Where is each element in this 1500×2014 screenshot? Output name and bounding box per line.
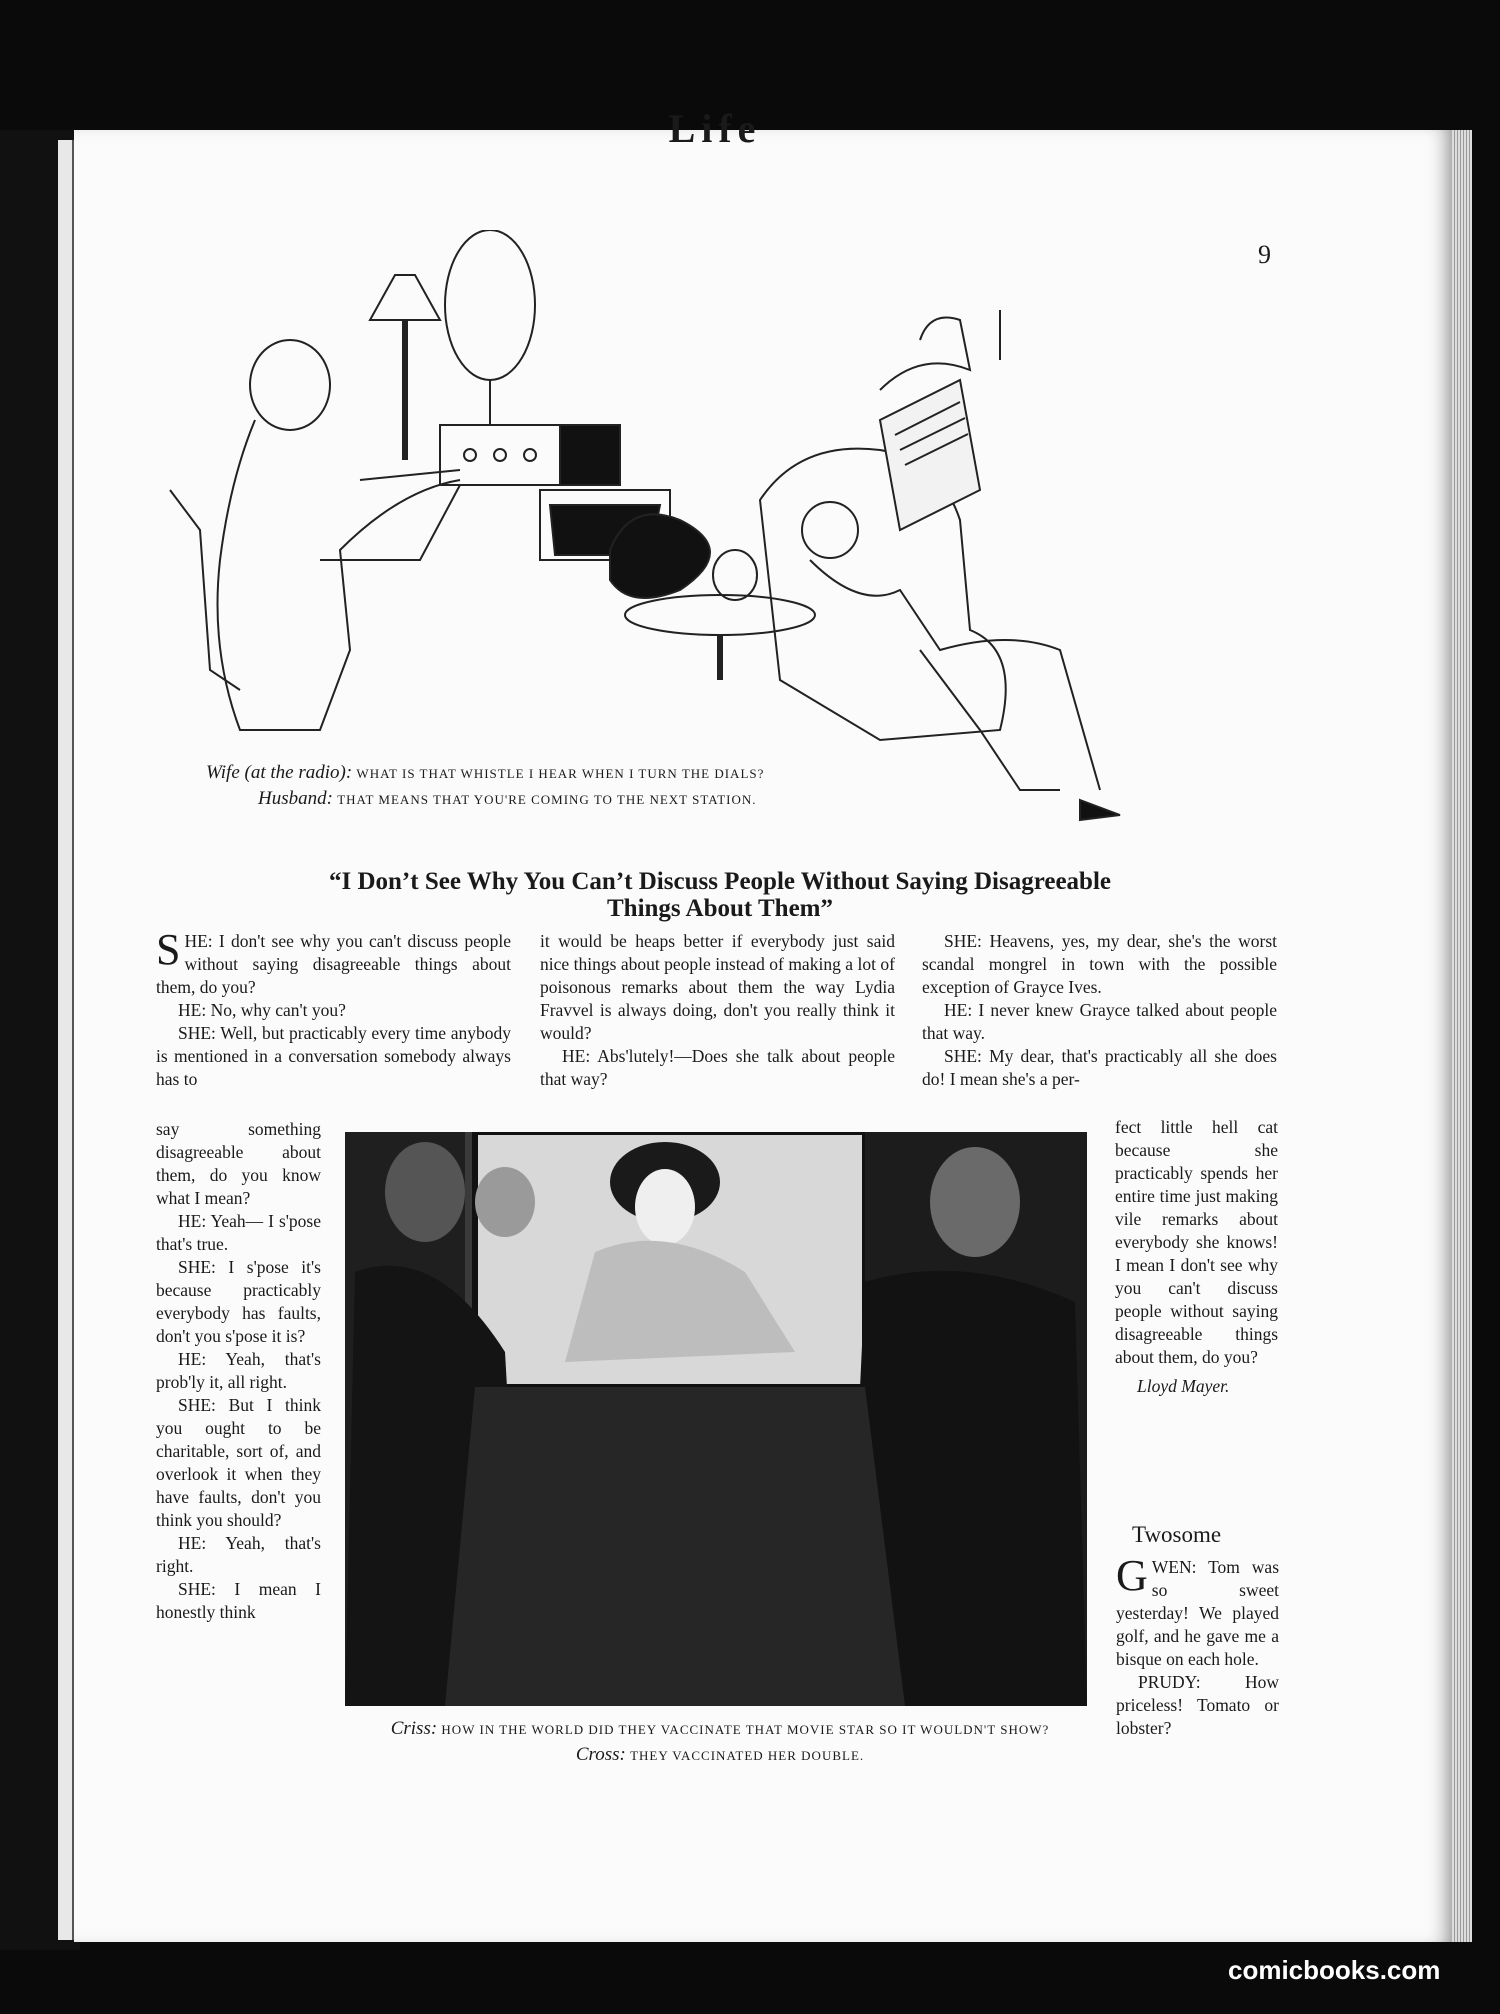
twosome-text (1116, 1551, 1279, 1740)
col1-p2: HE: No, why can't you? (178, 1000, 346, 1020)
col3-p1: HE: I never knew Grayce talked about people that way. (922, 1000, 1277, 1043)
twosome-title: Twosome (1132, 1522, 1222, 1547)
col1-narrow-p1: HE: Yeah— I s'pose that's true. (156, 1211, 321, 1254)
col1-p1: HE: I don't see why you can't discuss people without saying disagreeable things about them, do you? (156, 931, 511, 997)
middle-cartoon-caption (380, 1716, 1060, 1768)
radio-cartoon-illustration (160, 230, 1280, 850)
dropcap-s: S (156, 925, 181, 974)
top-cartoon-caption (206, 760, 1006, 812)
watermark: comicbooks.com (1228, 1955, 1441, 1985)
cross-speaker: Cross: (575, 1744, 626, 1765)
husband-line: THAT MEANS THAT YOU'RE COMING TO THE NEXT STATION. (337, 792, 757, 807)
article-col1-narrow (156, 1118, 321, 1624)
col2-p1: HE: Abs'lutely!—Does she talk about people that way? (540, 1046, 895, 1089)
dropcap-g: G (1116, 1551, 1148, 1600)
wife-speaker: Wife (at the radio): (206, 762, 353, 783)
page-stack-edge (1452, 130, 1472, 1942)
article-col2 (540, 930, 895, 1091)
page-number: 9 (1258, 240, 1271, 269)
col3-p0: SHE: Heavens, yes, my dear, she's the worst scandal mongrel in town with the possible exception of Grayce Ives. (922, 931, 1277, 997)
col1-narrow-p2: SHE: I s'pose it's because practicably everybody has faults, don't you s'pose it is? (156, 1257, 321, 1346)
criss-line: HOW IN THE WORLD DID THEY VACCINATE THAT MOVIE STAR SO IT WOULDN'T SHOW? (441, 1722, 1050, 1737)
wife-line: WHAT IS THAT WHISTLE I HEAR WHEN I TURN THE DIALS? (356, 766, 765, 781)
col2-p0: it would be heaps better if everybody just said nice things about people instead of making a lot of poisonous remarks about them the way Lydia Fravvel is always doing, don't you really think it would? (540, 931, 895, 1043)
article-headline: “I Don’t See Why You Can’t Discuss People Without Saying Disagreeable Things About Them” (328, 868, 1112, 922)
article-col3-top (922, 930, 1277, 1091)
husband-speaker: Husband: (258, 788, 333, 809)
vaccination-cartoon-illustration (345, 1132, 1087, 1706)
col1-narrow-p4: SHE: But I think you ought to be charitable, sort of, and overlook it when they have faults, don't you think you should? (156, 1395, 321, 1530)
masthead: Life (668, 106, 762, 151)
col1-narrow-p6: SHE: I mean I honestly think (156, 1579, 321, 1622)
col1-narrow-p3: HE: Yeah, that's prob'ly it, all right. (156, 1349, 321, 1392)
col1-narrow-p0: say something disagreeable about them, do you know what I mean? (156, 1119, 321, 1208)
article-col3-narrow (1115, 1116, 1278, 1398)
col1-narrow-p5: HE: Yeah, that's right. (156, 1533, 321, 1576)
article-col1-top (156, 925, 511, 1091)
train-scene-drawing (345, 1132, 1087, 1706)
criss-speaker: Criss: (390, 1718, 438, 1739)
col3-narrow-text: fect little hell cat because she practicably spends her entire time just making vile remarks about everybody she knows! I mean I don't see why you can't discuss people without saying disagreeable things about them, do you? (1115, 1117, 1278, 1367)
twosome-p2: PRUDY: How priceless! Tomato or lobster? (1116, 1672, 1279, 1738)
col1-p3: SHE: Well, but practicably every time anybody is mentioned in a conversation somebody always has to (156, 1023, 511, 1089)
cross-line: THEY VACCINATED HER DOUBLE. (630, 1748, 865, 1763)
col3-p2: SHE: My dear, that's practicably all she does do! I mean she's a per- (922, 1046, 1277, 1089)
article-signature: Lloyd Mayer. (1137, 1376, 1230, 1396)
twosome-p1: WEN: Tom was so sweet yesterday! We played golf, and he gave me a bisque on each hole. (1116, 1557, 1279, 1669)
left-page-edge (58, 140, 74, 1940)
